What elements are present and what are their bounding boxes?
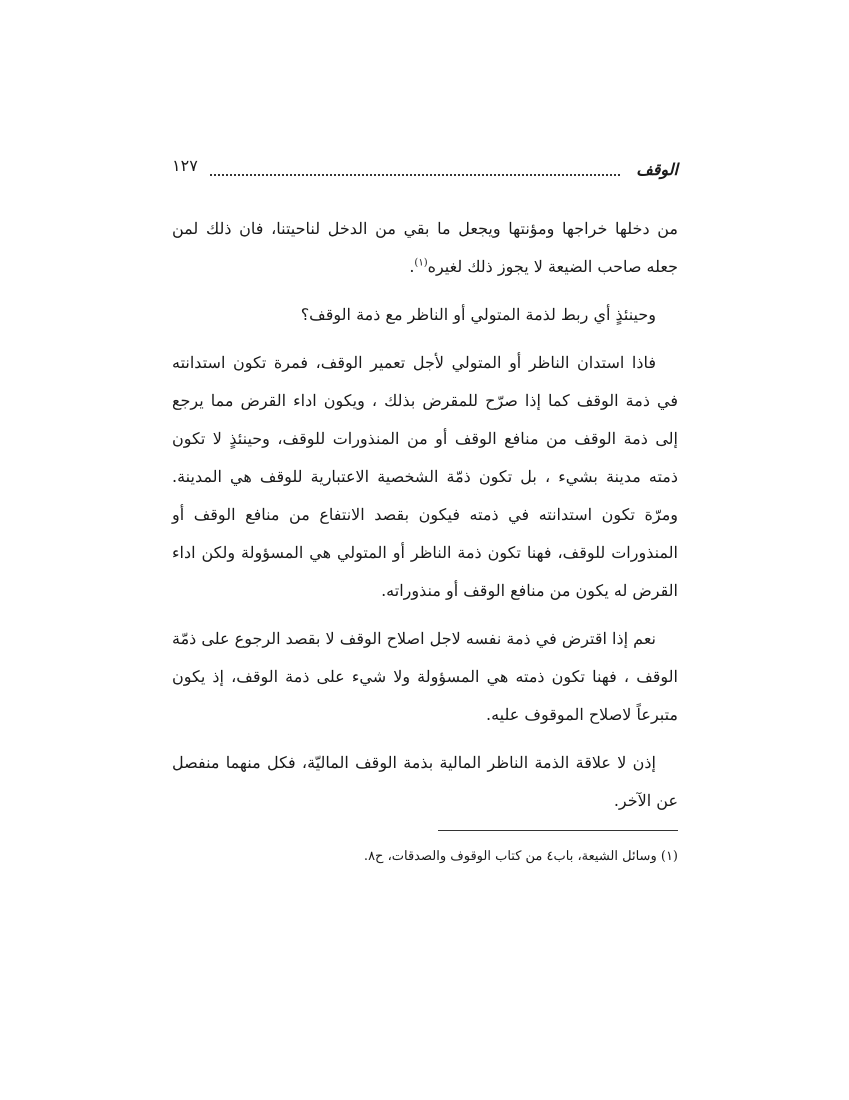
paragraph-1-end: . [409,257,415,276]
body-text [172,210,678,820]
footnote-reference: (١) [414,257,428,269]
paragraph-1-text: من دخلها خراجها ومؤنتها ويجعل ما بقي من الدخل لناحيتنا، فان ذلك لمن جعله صاحب الضيعة لا يجوز ذلك لغيره [172,219,678,276]
footnote: (١) وسائل الشيعة، باب٤ من كتاب الوقوف والصدقات، ح٨. [363,849,678,864]
paragraph-1 [172,210,678,286]
header-leader-dots [210,174,620,176]
paragraph-3: فاذا استدان الناظر أو المتولي لأجل تعمير الوقف، فمرة تكون استدانته في ذمة الوقف كما إذا صرّح للمقرض بذلك ، ويكون اداء القرض مما يرجع إلى ذمة الوقف من منافع الوقف أو من المنذورات للوقف، وحينئذٍ لا تكون ذمته مدينة بشيء ، بل تكون ذمّة الشخصية الاعتبارية للوقف هي المدينة. ومرّة تكون استدانته في ذمته فيكون بقصد الانتفاع من منافع الوقف أو المنذورات للوقف، فهنا تكون ذمة الناظر أو المتولي هي المسؤولة ولكن اداء القرض له يكون من منافع الوقف أو منذوراته. [172,353,679,600]
page-number: ١٢٧ [172,156,198,175]
header-title: الوقف [636,160,678,179]
page [172,150,678,867]
paragraph-2: وحينئذٍ أي ربط لذمة المتولي أو الناظر مع ذمة الوقف؟ [300,305,656,324]
paragraph-5: إذن لا علاقة الذمة الناظر المالية بذمة الوقف الماليّة، فكل منهما منفصل عن الآخر. [172,753,678,810]
running-header [172,150,678,184]
paragraph-4: نعم إذا اقترض في ذمة نفسه لاجل اصلاح الوقف لا بقصد الرجوع على ذمّة الوقف ، فهنا تكون ذمته هي المسؤولة ولا شيء على ذمة الوقف، إذ يكون متبرعاً لاصلاح الموقوف عليه. [172,629,678,724]
footnote-divider [438,830,678,831]
